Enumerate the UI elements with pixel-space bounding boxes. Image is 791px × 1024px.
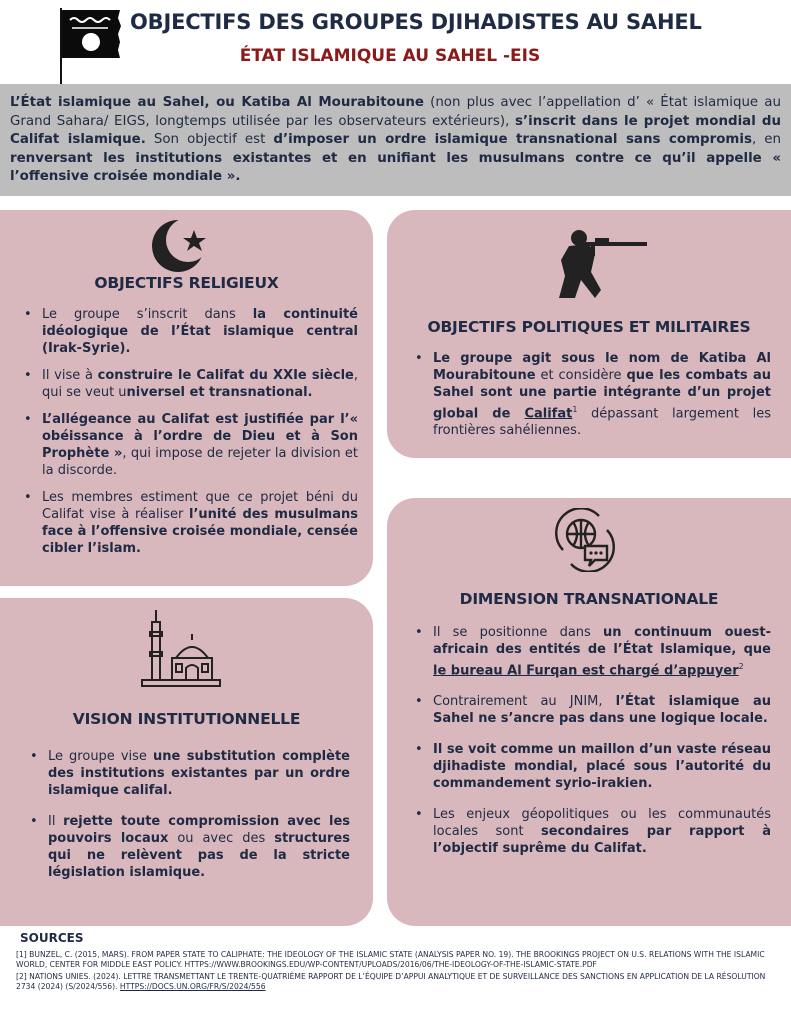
text: Il: [48, 814, 64, 829]
soldier-icon: [551, 224, 651, 306]
page-title: OBJECTIFS DES GROUPES DJIHADISTES AU SAHEL: [130, 10, 702, 34]
political-title: OBJECTIFS POLITIQUES ET MILITAIRES: [427, 318, 751, 336]
political-military-card: [387, 210, 791, 458]
intro-text-6: , en: [751, 132, 781, 147]
list-item: [26, 748, 350, 799]
source-2-text: [2] NATIONS UNIES. (2024). LETTRE TRANSMETTANT LE TRENTE-QUATRIÈME RAPPORT DE L’ÉQUIPE D’APPUI ANALYTIQUE ET DE SURVEILLANCE DES SANCTIONS EN APPLICATION DE LA RÉSOLUTION 2734 (2024) (S/2024/556).: [16, 972, 766, 991]
intro-text-2: (non plus avec l’appellation d’ « État islamique au Grand Sahara/ EIGS, longtemps utilisée par les observateurs extérieurs),: [10, 95, 781, 129]
source-2-link[interactable]: HTTPS://DOCS.UN.ORG/FR/S/2024/556: [119, 982, 266, 991]
list-item: [20, 367, 358, 401]
text: Les membres estiment que ce projet béni du Califat vise à réaliser: [42, 490, 358, 522]
intro-text-4: Son objectif est: [145, 132, 274, 147]
institutional-vision-card: [0, 598, 373, 926]
bold-text: l’État islamique au Sahel ne s’ancre pas dans une logique locale.: [433, 694, 771, 727]
text: ou avec des: [168, 831, 275, 846]
list-item: [20, 489, 358, 557]
text: Le groupe vise: [48, 749, 153, 764]
bold-text: niversel et transnational.: [126, 385, 313, 400]
footnote-ref-1: 1: [572, 405, 578, 414]
list-item: [411, 806, 771, 857]
transnational-list: [411, 624, 771, 867]
black-flag-icon: [58, 8, 124, 84]
political-list: [411, 350, 771, 449]
mosque-icon: [140, 608, 222, 698]
institutional-title: VISION INSTITUTIONNELLE: [72, 710, 301, 728]
page-subtitle: ÉTAT ISLAMIQUE AU SAHEL -EIS: [239, 46, 541, 66]
bold-text: Il se voit comme un maillon d’un vaste réseau djihadiste mondial, placé sous l’autorité du commandement syrio-irakien.: [433, 742, 771, 792]
text: , qui se veut u: [42, 368, 358, 400]
list-item: [20, 411, 358, 479]
text: Il vise à: [42, 368, 98, 383]
bold-text: structures qui ne relèvent pas de la stricte législation islamique.: [48, 831, 350, 880]
transnational-title: DIMENSION TRANSNATIONALE: [459, 590, 719, 608]
intro-bold-1: L’État islamique au Sahel, ou Katiba Al Mourabitoune: [10, 95, 424, 110]
bold-text: construire le Califat du XXIe siècle: [97, 368, 354, 383]
al-furqan-link: le bureau Al Furqan est chargé d’appuyer: [433, 663, 739, 679]
list-item: [411, 624, 771, 679]
text: Le groupe s’inscrit dans: [42, 307, 253, 322]
transnational-card: [387, 498, 791, 926]
bold-text: secondaires par rapport à l’objectif suprême du Califat.: [433, 824, 772, 857]
bold-text: la continuité idéologique de l’État islamique central (Irak-Syrie).: [42, 307, 358, 356]
globe-chat-icon: [553, 508, 617, 576]
footnote-ref-2: 2: [738, 662, 744, 671]
intro-bold-3: s’inscrit dans le projet mondial du Califat islamique.: [10, 113, 781, 147]
bold-text: que les combats au Sahel sont une partie intégrante d’un projet global de: [433, 368, 771, 422]
intro-bold-5: d’imposer un ordre islamique transnational sans compromis: [273, 132, 752, 147]
intro-paragraph: [0, 84, 791, 196]
religious-list: [20, 306, 358, 567]
text: dépassant largement les frontières sahéliennes.: [433, 406, 771, 439]
list-item: [26, 813, 350, 881]
text: Les enjeux géopolitiques ou les communautés locales sont: [433, 807, 771, 840]
bold-text: Le groupe agit sous le nom de Katiba Al Mourabitoune: [433, 351, 771, 383]
text: Il se positionne dans: [433, 625, 604, 640]
list-item: [411, 693, 771, 727]
califat-link: Califat: [524, 406, 573, 422]
text: Contrairement au JNIM,: [433, 694, 616, 710]
source-1: [1] BUNZEL, C. (2015, MARS). FROM PAPER STATE TO CALIPHATE: THE IDEOLOGY OF THE ISLAMIC STATE (ANALYSIS PAPER NO. 19). THE BROOKINGS PROJECT ON U.S. RELATIONS WITH THE ISLAMIC WORLD, CENTER FOR MIDDLE EAST POLICY. HTTPS://WWW.BROOKINGS.EDU/WP-CONTENT/UPLOADS/2016/06/THE-IDEOLOGY-OF-THE-ISLAMIC-STATE.PDF: [16, 950, 765, 969]
text: et considère: [535, 368, 627, 383]
religious-title: OBJECTIFS RELIGIEUX: [94, 274, 279, 292]
bold-text: l’unité des musulmans face à l’offensive croisée mondiale, censée cibler l’islam.: [42, 507, 358, 556]
religious-objectives-card: [0, 210, 373, 586]
crescent-star-icon: [150, 216, 210, 278]
bold-text: L’allégeance au Califat est justifiée par l’« obéissance à l’ordre de Dieu et à Son Prophète »: [42, 412, 358, 461]
list-item: [20, 306, 358, 357]
source-2: [16, 972, 776, 992]
list-item: [411, 741, 771, 792]
institutional-list: [26, 748, 350, 891]
bold-text: une substitution complète des institutions existantes par un ordre islamique califal.: [48, 749, 350, 798]
bold-text: rejette toute compromission avec les pouvoirs locaux: [48, 814, 351, 846]
sources-title: SOURCES: [20, 931, 84, 945]
intro-bold-7: renversant les institutions existantes et en unifiant les musulmans contre ce qu’il appelle « l’offensive croisée mondiale ».: [10, 150, 781, 184]
list-item: [411, 350, 771, 439]
text: , qui impose de rejeter la division et la discorde.: [42, 446, 358, 478]
bold-text: un continuum ouest-africain des entités de l’État Islamique, que: [433, 625, 771, 657]
